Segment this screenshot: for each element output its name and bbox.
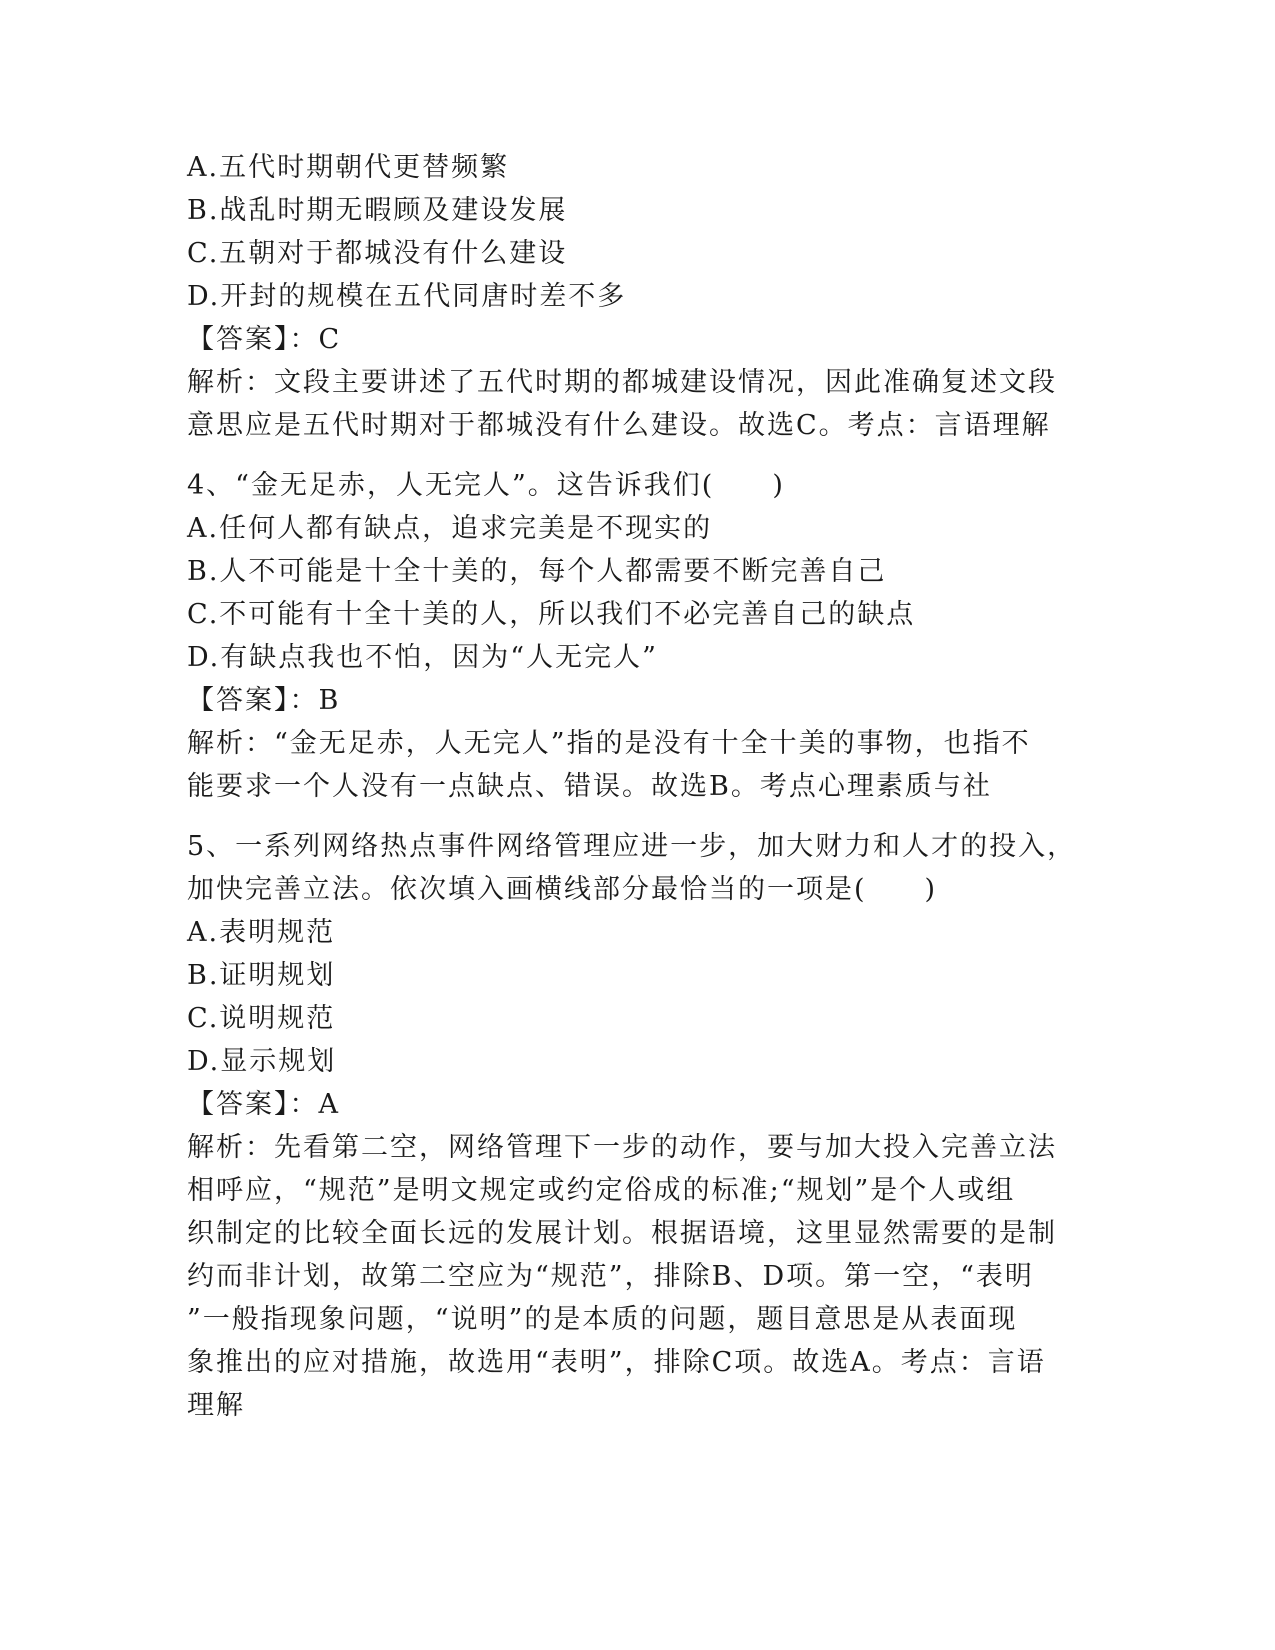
q5-analysis-line-6: 象推出的应对措施，故选用“表明”，排除C项。故选A。考点：言语 [187,1347,1046,1378]
q4-option-b: B.人不可能是十全十美的，每个人都需要不断完善自己 [187,556,887,587]
q3-option-d: D.开封的规模在五代同唐时差不多 [187,281,627,312]
q5-analysis-line-7: 理解 [187,1390,245,1421]
q3-analysis-line-1: 解析：文段主要讲述了五代时期的都城建设情况，因此准确复述文段 [187,367,1057,398]
q5-analysis-line-4: 约而非计划，故第二空应为“规范”，排除B、D项。第一空，“表明 [187,1261,1034,1292]
q3-answer: 【答案】：C [187,324,342,355]
q4-analysis-line-1: 解析：“金无足赤，人无完人”指的是没有十全十美的事物，也指不 [187,728,1031,759]
q4-answer: 【答案】：B [187,685,341,716]
q3-analysis-line-2: 意思应是五代时期对于都城没有什么建设。故选C。考点：言语理解 [187,410,1051,441]
document-content [187,146,1087,1427]
q3-option-c: C.五朝对于都城没有什么建设 [187,238,568,269]
question-5-block [187,825,1087,1427]
spacer [187,447,1087,464]
q3-option-a: A.五代时期朝代更替频繁 [187,152,510,183]
q5-option-d: D.显示规划 [187,1046,337,1077]
q4-question: 4、“金无足赤，人无完人”。这告诉我们( ) [187,470,785,501]
q5-analysis-line-5: ”一般指现象问题，“说明”的是本质的问题，题目意思是从表面现 [187,1304,1018,1335]
q5-question-line-2: 加快完善立法。依次填入画横线部分最恰当的一项是( ) [187,874,938,905]
q5-option-b: B.证明规划 [187,960,336,991]
q5-option-c: C.说明规范 [187,1003,336,1034]
q5-answer: 【答案】：A [187,1089,340,1120]
q5-question-line-1: 5、一系列网络热点事件网络管理应进一步，加大财力和人才的投入， [187,831,1077,862]
q4-option-d: D.有缺点我也不怕，因为“人无完人” [187,642,658,673]
spacer [187,808,1087,825]
question-3-block [187,146,1087,447]
q4-option-c: C.不可能有十全十美的人，所以我们不必完善自己的缺点 [187,599,916,630]
q5-option-a: A.表明规范 [187,917,336,948]
q4-analysis-line-2: 能要求一个人没有一点缺点、错误。故选B。考点心理素质与社 [187,771,992,802]
q4-option-a: A.任何人都有缺点，追求完美是不现实的 [187,513,713,544]
q5-analysis-line-3: 织制定的比较全面长远的发展计划。根据语境，这里显然需要的是制 [187,1218,1057,1249]
q3-option-b: B.战乱时期无暇顾及建设发展 [187,195,568,226]
question-4-block [187,464,1087,808]
q5-analysis-line-1: 解析：先看第二空，网络管理下一步的动作，要与加大投入完善立法 [187,1132,1057,1163]
q5-analysis-line-2: 相呼应，“规范”是明文规定或约定俗成的标准;“规划”是个人或组 [187,1175,1016,1206]
